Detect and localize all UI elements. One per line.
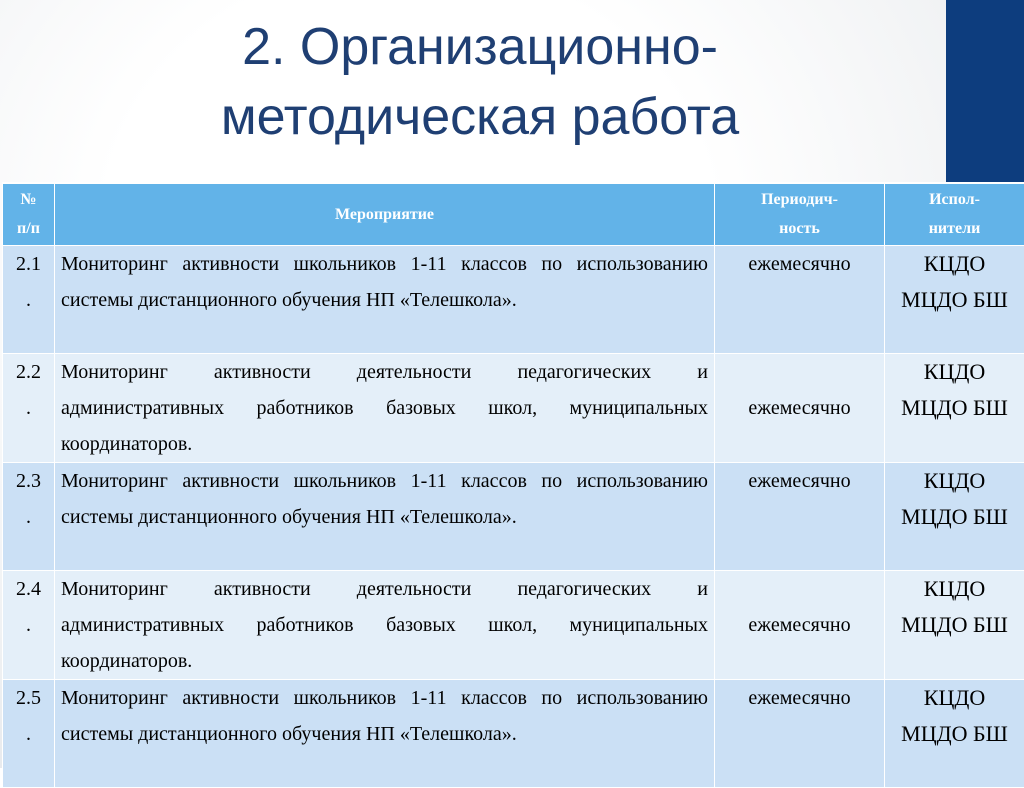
header-executors: Испол- нители [885, 183, 1024, 245]
row-number: 2.3 . [3, 462, 55, 570]
row-period: ежемесячно [715, 679, 885, 787]
row-number: 2.5 . [3, 679, 55, 787]
row-period: ежемесячно [715, 353, 885, 462]
table-row [3, 245, 1024, 353]
table-row [3, 353, 1024, 462]
row-number: 2.4 . [3, 570, 55, 679]
table-row [3, 570, 1024, 679]
header-num: № п/п [3, 183, 55, 245]
row-event: Мониторинг активности школьников 1-11 классов по использованию системы дистанционного обучения НП «Телешкола». [55, 679, 715, 787]
row-executors: КЦДО МЦДО БШ [885, 570, 1024, 679]
row-executors: КЦДО МЦДО БШ [885, 679, 1024, 787]
table-row [3, 679, 1024, 787]
header-period: Периодич- ность [715, 183, 885, 245]
row-period: ежемесячно [715, 462, 885, 570]
row-event: Мониторинг активности деятельности педагогических и административных работников базовых школ, муниципальных координаторов. [55, 570, 715, 679]
header-event: Мероприятие [55, 183, 715, 245]
events-table [2, 182, 1024, 788]
row-event: Мониторинг активности школьников 1-11 классов по использованию системы дистанционного обучения НП «Телешкола». [55, 245, 715, 353]
table-row [3, 462, 1024, 570]
slide-title [0, 0, 960, 182]
row-period: ежемесячно [715, 245, 885, 353]
row-period: ежемесячно [715, 570, 885, 679]
row-event: Мониторинг активности деятельности педагогических и административных работников базовых школ, муниципальных координаторов. [55, 353, 715, 462]
title-line-2: методическая работа [0, 82, 960, 152]
table-header-row [3, 183, 1024, 245]
row-executors: КЦДО МЦДО БШ [885, 462, 1024, 570]
row-number: 2.2 . [3, 353, 55, 462]
title-line-1: 2. Организационно- [0, 12, 960, 82]
row-event: Мониторинг активности школьников 1-11 классов по использованию системы дистанционного обучения НП «Телешкола». [55, 462, 715, 570]
row-number: 2.1 . [3, 245, 55, 353]
row-executors: КЦДО МЦДО БШ [885, 353, 1024, 462]
row-executors: КЦДО МЦДО БШ [885, 245, 1024, 353]
